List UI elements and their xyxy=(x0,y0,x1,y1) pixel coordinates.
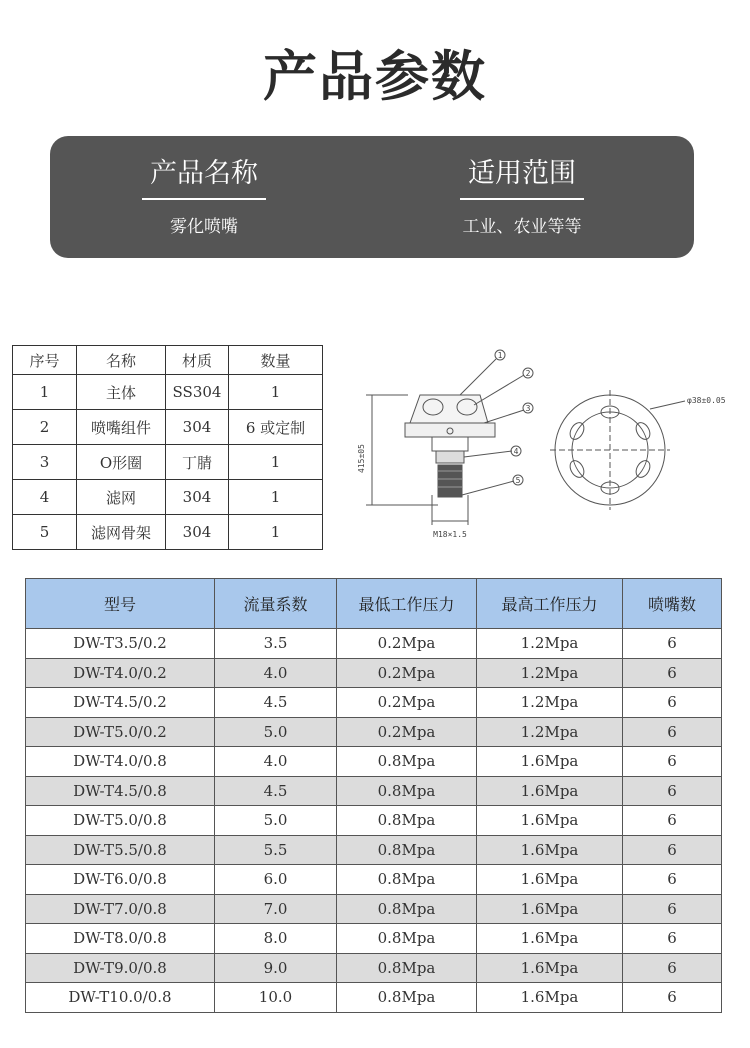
parts-cell: 3 xyxy=(13,445,77,480)
parts-row xyxy=(13,410,323,445)
parts-cell: O形圈 xyxy=(77,445,166,480)
parts-cell: 1 xyxy=(229,445,323,480)
spec-cell: 0.2Mpa xyxy=(337,658,477,688)
spec-cell: DW-T4.0/0.2 xyxy=(26,658,215,688)
thread-dimension-label: M18×1.5 xyxy=(433,530,467,539)
spec-cell: 7.0 xyxy=(215,894,337,924)
spec-cell: DW-T6.0/0.8 xyxy=(26,865,215,895)
parts-header-cell: 材质 xyxy=(166,346,229,375)
spec-cell: 6 xyxy=(623,717,722,747)
spec-cell: 0.2Mpa xyxy=(337,688,477,718)
spec-cell: 0.8Mpa xyxy=(337,806,477,836)
spec-cell: 1.6Mpa xyxy=(477,835,623,865)
parts-row xyxy=(13,445,323,480)
spec-cell: 1.6Mpa xyxy=(477,747,623,777)
o-ring xyxy=(436,451,464,463)
spec-cell: DW-T9.0/0.8 xyxy=(26,953,215,983)
spec-cell: 1.6Mpa xyxy=(477,983,623,1013)
application-scope-value: 工业、农业等等 xyxy=(462,217,582,237)
spec-cell: 1.6Mpa xyxy=(477,924,623,954)
spec-cell: 5.0 xyxy=(215,717,337,747)
callout-label: 5 xyxy=(515,476,521,485)
parts-cell: 主体 xyxy=(77,375,166,410)
parts-table xyxy=(12,345,323,550)
parts-row xyxy=(13,515,323,550)
spec-cell: 1.6Mpa xyxy=(477,806,623,836)
spec-cell: 1.2Mpa xyxy=(477,658,623,688)
parts-cell: 1 xyxy=(229,375,323,410)
parts-cell: 丁腈 xyxy=(166,445,229,480)
spec-cell: 6.0 xyxy=(215,865,337,895)
spec-cell: 0.8Mpa xyxy=(337,835,477,865)
spec-row xyxy=(26,983,722,1013)
spec-cell: 0.8Mpa xyxy=(337,924,477,954)
spec-cell: 9.0 xyxy=(215,953,337,983)
spec-cell: 6 xyxy=(623,747,722,777)
spec-cell: DW-T5.0/0.8 xyxy=(26,806,215,836)
callout-label: 4 xyxy=(513,447,519,456)
parts-cell: 4 xyxy=(13,480,77,515)
parts-cell: 1 xyxy=(229,515,323,550)
spec-header-cell: 喷嘴数 xyxy=(623,579,722,629)
spec-cell: 1.2Mpa xyxy=(477,717,623,747)
parts-cell: 304 xyxy=(166,410,229,445)
spec-cell: 1.6Mpa xyxy=(477,894,623,924)
page-title: 产品参数 xyxy=(263,45,487,108)
spec-cell: 6 xyxy=(623,835,722,865)
spec-header-cell: 流量系数 xyxy=(215,579,337,629)
spec-table-body xyxy=(26,629,722,1013)
nozzle-technical-drawing xyxy=(350,345,750,545)
spec-header-cell: 型号 xyxy=(26,579,215,629)
divider xyxy=(460,198,584,200)
spec-cell: 1.6Mpa xyxy=(477,776,623,806)
spec-row xyxy=(26,835,722,865)
spec-cell: 6 xyxy=(623,629,722,659)
spec-cell: 0.8Mpa xyxy=(337,983,477,1013)
spec-cell: 0.2Mpa xyxy=(337,717,477,747)
spec-row xyxy=(26,806,722,836)
spec-cell: 0.8Mpa xyxy=(337,776,477,806)
diameter-dimension-label: φ38±0.05 xyxy=(687,396,726,405)
callout-label: 3 xyxy=(525,404,531,413)
parts-cell: 1 xyxy=(13,375,77,410)
filter-screen xyxy=(438,465,462,497)
parts-cell: 喷嘴组件 xyxy=(77,410,166,445)
spec-row xyxy=(26,953,722,983)
parts-cell: 滤网骨架 xyxy=(77,515,166,550)
spec-header-row xyxy=(26,579,722,629)
product-name-section xyxy=(142,154,266,237)
spec-row xyxy=(26,865,722,895)
spec-cell: 0.8Mpa xyxy=(337,865,477,895)
spec-cell: 4.0 xyxy=(215,747,337,777)
spec-cell: DW-T5.5/0.8 xyxy=(26,835,215,865)
spec-cell: 1.6Mpa xyxy=(477,953,623,983)
spec-cell: 8.0 xyxy=(215,924,337,954)
spec-row xyxy=(26,658,722,688)
spec-cell: 6 xyxy=(623,924,722,954)
application-scope-label: 适用范围 xyxy=(468,158,576,189)
spec-row xyxy=(26,894,722,924)
parts-cell: 滤网 xyxy=(77,480,166,515)
application-scope-section xyxy=(460,154,584,237)
spec-cell: DW-T8.0/0.8 xyxy=(26,924,215,954)
parts-header-cell: 名称 xyxy=(77,346,166,375)
spec-cell: 1.6Mpa xyxy=(477,865,623,895)
spec-cell: 6 xyxy=(623,806,722,836)
divider xyxy=(142,198,266,200)
spec-cell: 4.0 xyxy=(215,658,337,688)
spec-cell: 4.5 xyxy=(215,688,337,718)
spec-cell: 6 xyxy=(623,688,722,718)
product-name-value: 雾化喷嘴 xyxy=(170,217,238,237)
spec-cell: 5.5 xyxy=(215,835,337,865)
spec-cell: 6 xyxy=(623,953,722,983)
spec-cell: 6 xyxy=(623,658,722,688)
spec-cell: 0.2Mpa xyxy=(337,629,477,659)
spec-cell: 1.2Mpa xyxy=(477,688,623,718)
parts-cell: 5 xyxy=(13,515,77,550)
spec-cell: 10.0 xyxy=(215,983,337,1013)
height-dimension-label: 415±05 xyxy=(357,444,366,473)
parts-cell: 2 xyxy=(13,410,77,445)
spec-cell: 0.8Mpa xyxy=(337,894,477,924)
callout-label: 1 xyxy=(497,351,503,360)
spec-row xyxy=(26,924,722,954)
parts-row xyxy=(13,480,323,515)
diameter-leader xyxy=(650,401,685,409)
spec-cell: 4.5 xyxy=(215,776,337,806)
parts-cell: 1 xyxy=(229,480,323,515)
spec-cell: 6 xyxy=(623,983,722,1013)
product-info-card xyxy=(50,136,694,258)
spec-cell: 0.8Mpa xyxy=(337,953,477,983)
product-name-label: 产品名称 xyxy=(150,158,258,189)
spec-cell: DW-T3.5/0.2 xyxy=(26,629,215,659)
callout-label: 2 xyxy=(525,369,531,378)
parts-header-cell: 数量 xyxy=(229,346,323,375)
parts-cell: 304 xyxy=(166,480,229,515)
spec-row xyxy=(26,629,722,659)
specification-table xyxy=(25,578,722,1013)
spec-cell: DW-T4.5/0.2 xyxy=(26,688,215,718)
spec-cell: 0.8Mpa xyxy=(337,747,477,777)
spec-cell: DW-T4.0/0.8 xyxy=(26,747,215,777)
spec-row xyxy=(26,776,722,806)
spec-header-cell: 最高工作压力 xyxy=(477,579,623,629)
parts-header-cell: 序号 xyxy=(13,346,77,375)
spec-cell: DW-T4.5/0.8 xyxy=(26,776,215,806)
parts-cell: 6 或定制 xyxy=(229,410,323,445)
parts-row xyxy=(13,375,323,410)
spec-cell: 6 xyxy=(623,776,722,806)
parts-header-row xyxy=(13,346,323,375)
spec-cell: 6 xyxy=(623,865,722,895)
spec-cell: DW-T7.0/0.8 xyxy=(26,894,215,924)
spec-cell: DW-T5.0/0.2 xyxy=(26,717,215,747)
spec-header-cell: 最低工作压力 xyxy=(337,579,477,629)
spec-cell: DW-T10.0/0.8 xyxy=(26,983,215,1013)
parts-cell: SS304 xyxy=(166,375,229,410)
thread-neck xyxy=(432,437,468,451)
spec-row xyxy=(26,717,722,747)
spec-cell: 1.2Mpa xyxy=(477,629,623,659)
spec-cell: 5.0 xyxy=(215,806,337,836)
parts-cell: 304 xyxy=(166,515,229,550)
spec-cell: 3.5 xyxy=(215,629,337,659)
spec-row xyxy=(26,747,722,777)
spec-cell: 6 xyxy=(623,894,722,924)
nozzle-base-outline xyxy=(405,423,495,437)
spec-row xyxy=(26,688,722,718)
